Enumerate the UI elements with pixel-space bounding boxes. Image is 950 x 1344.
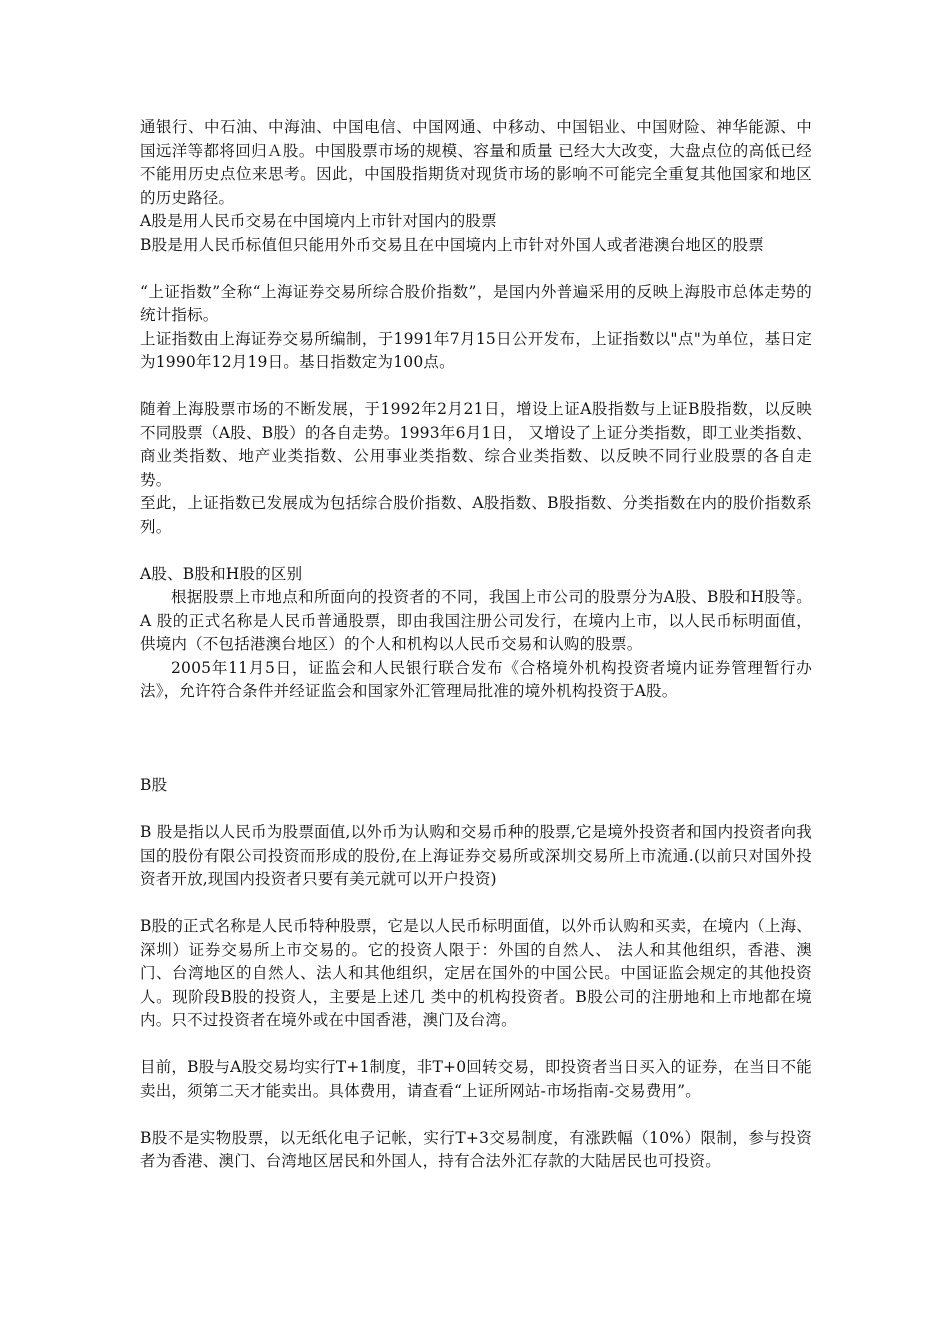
paragraph-b-share-definition: B股是用人民币标值但只能用外币交易且在中国境内上市针对外国人或者港澳台地区的股票	[140, 235, 764, 254]
document-body	[140, 116, 812, 1174]
paragraph-sse-index-series: 至此，上证指数已发展成为包括综合股价指数、A股指数、B股指数、分类指数在内的股价指数系列。	[140, 494, 812, 536]
spacer	[140, 892, 812, 916]
spacer	[140, 257, 812, 281]
section-heading-share-differences: A股、B股和H股的区别	[140, 564, 303, 583]
spacer	[140, 798, 812, 822]
paragraph-b-share-overview: B 股是指以人民币为股票面值,以外币为认购和交易币种的股票,它是境外投资者和国内投资者向我国的股份有限公司投资而形成的股份,在上海证券交易所或深圳交易所上市流通.(以前只对国外投资者开放,现国内投资者只要有美元就可以开户投资)	[140, 823, 812, 888]
spacer	[140, 539, 812, 563]
paragraph-sse-index-development: 随着上海股票市场的不断发展，于1992年2月21日，增设上证A股指数与上证B股指数，以反映不同股票（A股、B股）的各自走势。1993年6月1日， 又增设了上证分类指数，即工业类指数、商业类指数、地产业类指数、公用事业类指数、综合业类指数、以反映不同行业股票的各自走势。	[140, 400, 812, 489]
paragraph-b-share-investors: B股的正式名称是人民币特种股票，它是以人民币标明面值，以外币认购和买卖，在境内（上海、深圳）证券交易所上市交易的。它的投资人限于：外国的自然人、 法人和其他组织，香港、澳门、台湾地区的自然人、法人和其他组织，定居在国外的中国公民。中国证监会规定的其他投资人。现阶段B股的投资人，主要是上述几 类中的机构投资者。B股公司的注册地和上市地都在境内。只不过投资者在境外或在中国香港，澳门及台湾。	[140, 917, 812, 1029]
paragraph-a-share-definition: A股是用人民币交易在中国境内上市针对国内的股票	[140, 212, 497, 230]
paragraph-sse-index-name: “上证指数”全称“上海证券交易所综合股价指数”，是国内外普遍采用的反映上海股市总体走势的统计指标。	[140, 282, 812, 324]
paragraph-sse-index-origin: 上证指数由上海证券交易所编制，于1991年7月15日公开发布，上证指数以"点"为单位，基日定为1990年12月19日。基日指数定为100点。	[140, 329, 812, 371]
spacer	[140, 1033, 812, 1057]
section-heading-b-shares: B股	[140, 776, 168, 794]
paragraph-share-classes: 根据股票上市地点和所面向的投资者的不同，我国上市公司的股票分为A股、B股和H股等。A 股的正式名称是人民币普通股票，即由我国注册公司发行，在境内上市，以人民币标明面值，供境内（不包括港澳台地区）的个人和机构以人民币交易和认购的股票。	[140, 588, 812, 653]
spacer	[140, 704, 812, 751]
spacer	[140, 1103, 812, 1127]
spacer	[140, 375, 812, 399]
paragraph-trading-rules: 目前，B股与A股交易均实行T+1制度，非T+0回转交易，即投资者当日买入的证券，在当日不能卖出，须第二天才能卖出。具体费用，请查看“上证所网站-市场指南-交易费用”。	[140, 1058, 812, 1100]
paragraph-qfii-2005: 2005年11月5日，证监会和人民银行联合发布《合格境外机构投资者境内证券管理暂行办法》，允许符合条件并经证监会和国家外汇管理局批准的境外机构投资于A股。	[140, 658, 812, 700]
spacer	[140, 751, 812, 775]
paragraph-b-share-settlement: B股不是实物股票，以无纸化电子记帐，实行T+3交易制度，有涨跌幅（10%）限制，参与投资者为香港、澳门、台湾地区居民和外国人，持有合法外汇存款的大陆居民也可投资。	[140, 1128, 812, 1170]
paragraph-stock-listing-context: 通银行、中石油、中海油、中国电信、中国网通、中移动、中国铝业、中国财险、神华能源、中国远洋等都将回归Ａ股。中国股票市场的规模、容量和质量 已经大大改变，大盘点位的高低已经不能用历史点位来思考。因此，中国股指期货对现货市场的影响不可能完全重复其他国家和地区的历史路径。	[140, 118, 812, 207]
